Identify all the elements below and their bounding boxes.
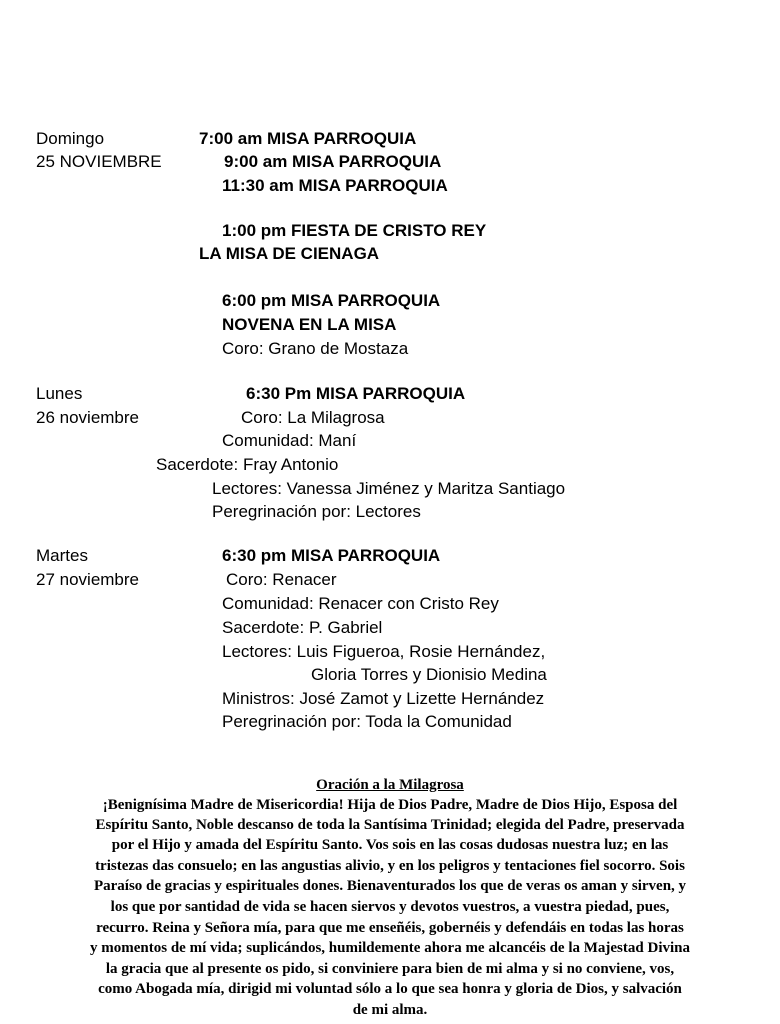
prayer-line: ¡Benignísima Madre de Misericordia! Hija de Dios Padre, Madre de Dios Hijo, Esposa del	[102, 797, 678, 813]
mass-time: 7:00 am MISA PARROQUIA	[199, 129, 417, 148]
community-line: Comunidad: Maní	[222, 431, 357, 450]
priest-line: Sacerdote: P. Gabriel	[222, 618, 383, 637]
prayer-line: de mi alma.	[352, 1002, 428, 1018]
mass-time: 6:30 pm MISA PARROQUIA	[222, 546, 441, 565]
priest-line: Sacerdote: Fray Antonio	[156, 455, 339, 474]
prayer-line: como Abogada mía, dirigid mi voluntad sólo a lo que sea honra y gloria de Dios, y salvación	[98, 981, 682, 997]
pilgrimage-line: Peregrinación por: Toda la Comunidad	[222, 712, 512, 731]
community-line: Comunidad: Renacer con Cristo Rey	[222, 594, 499, 613]
event-line: LA MISA DE CIENAGA	[199, 244, 380, 263]
choir-line: Coro: Grano de Mostaza	[222, 339, 409, 358]
day-label: Martes	[36, 546, 88, 565]
day-label: Lunes	[36, 384, 83, 403]
date-label: 26 noviembre	[36, 408, 140, 427]
readers-line-cont: Gloria Torres y Dionisio Medina	[311, 665, 547, 684]
prayer-line: la gracia que al presente os pido, si conviniere para bien de mi alma y si no conviene, vos,	[105, 961, 675, 977]
choir-line: Coro: Renacer	[226, 570, 337, 589]
mass-time: 6:00 pm MISA PARROQUIA	[222, 291, 441, 310]
readers-line: Lectores: Vanessa Jiménez y Maritza Santiago	[212, 479, 566, 498]
prayer-line: por el Hijo y amada del Espíritu Santo. Vos sois en las cosas dudosas nuestra luz; en las	[111, 837, 669, 853]
pilgrimage-line: Peregrinación por: Lectores	[212, 502, 421, 521]
date-label: 27 noviembre	[36, 570, 140, 589]
prayer-title: Oración a la Milagrosa	[316, 777, 464, 793]
prayer-line: tristezas das consuelo; en las angustias alivio, y en los peligros y tentaciones fiel socorro. Sois	[95, 858, 685, 874]
prayer-line: y momentos de mí vida; suplicándos, humildemente ahora me alcancéis de la Majestad Divina	[90, 940, 690, 956]
event-line: NOVENA EN LA MISA	[222, 315, 397, 334]
prayer-line: recurro. Reina y Señora mía, para que me enseñéis, gobernéis y defendáis en todas las horas	[96, 920, 684, 936]
prayer-line: los que por santidad de vida se hacen siervos y devotos vuestros, a vuestra piedad, pues,	[110, 899, 670, 915]
mass-time: 1:00 pm FIESTA DE CRISTO REY	[222, 221, 487, 240]
date-label: 25 NOVIEMBRE	[36, 152, 162, 171]
mass-time: 6:30 Pm MISA PARROQUIA	[246, 384, 466, 403]
mass-time: 11:30 am MISA PARROQUIA	[222, 176, 448, 195]
readers-line: Lectores: Luis Figueroa, Rosie Hernández,	[222, 642, 546, 661]
prayer-line: Espíritu Santo, Noble descanso de toda la Santísima Trinidad; elegida del Padre, preservada	[95, 817, 685, 833]
choir-line: Coro: La Milagrosa	[241, 408, 385, 427]
mass-time: 9:00 am MISA PARROQUIA	[224, 152, 442, 171]
ministers-line: Ministros: José Zamot y Lizette Hernández	[222, 689, 545, 708]
prayer-line: Paraíso de gracias y espirituales dones. Bienaventurados los que de veras os aman y sirven, y	[93, 878, 687, 894]
day-label: Domingo	[36, 129, 105, 148]
